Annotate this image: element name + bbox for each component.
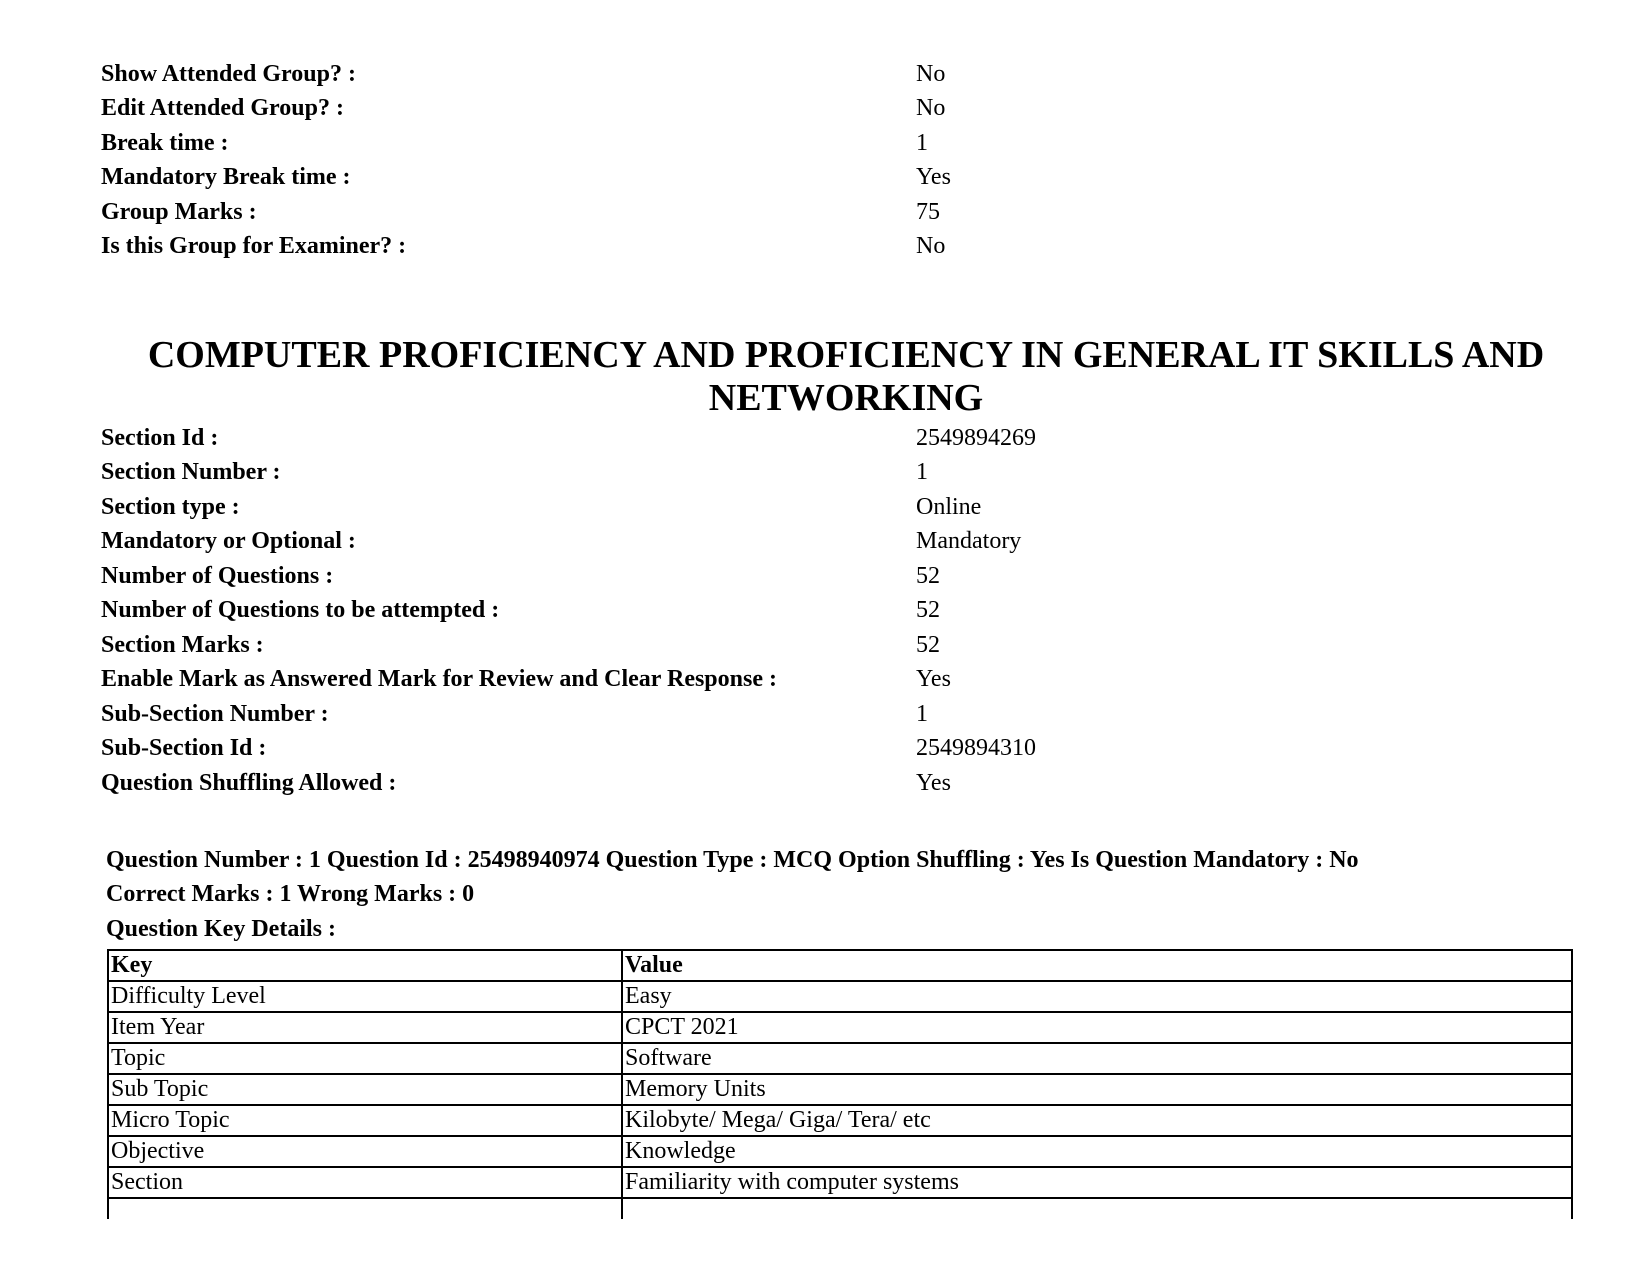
table-cell-key: Item Year — [108, 1012, 622, 1043]
info-row — [101, 456, 1601, 491]
table-cell-key: Micro Topic — [108, 1105, 622, 1136]
info-value: 52 — [916, 597, 940, 624]
info-value: No — [916, 60, 946, 87]
table-row — [108, 1012, 1572, 1043]
table-row-partial — [108, 1198, 1572, 1219]
info-value: 52 — [916, 631, 940, 658]
info-row — [101, 732, 1601, 767]
table-cell-value: Memory Units — [622, 1074, 1572, 1105]
table-row — [108, 1167, 1572, 1198]
info-row — [101, 490, 1601, 525]
question-meta — [106, 843, 1606, 947]
section-info-list — [101, 421, 1601, 801]
info-row — [101, 195, 1601, 230]
info-value: 2549894269 — [916, 424, 1036, 451]
question-marks-line: Correct Marks : 1 Wrong Marks : 0 — [106, 881, 475, 908]
info-label: Enable Mark as Answered Mark for Review and Clear Response : — [101, 666, 777, 693]
info-value: 52 — [916, 562, 940, 589]
table-cell-key: Difficulty Level — [108, 981, 622, 1012]
info-value: 75 — [916, 198, 940, 225]
table-cell-key: Objective — [108, 1136, 622, 1167]
info-label: Section type : — [101, 493, 240, 520]
key-details-table — [107, 949, 1573, 1219]
info-row — [101, 663, 1601, 698]
table-cell-value: Easy — [622, 981, 1572, 1012]
table-row — [108, 981, 1572, 1012]
table-cell-value: Knowledge — [622, 1136, 1572, 1167]
info-value: 1 — [916, 129, 928, 156]
info-value: 2549894310 — [916, 735, 1036, 762]
table-cell-value — [622, 1198, 1572, 1219]
table-cell-value: Familiarity with computer systems — [622, 1167, 1572, 1198]
question-header-line: Question Number : 1 Question Id : 25498940974 Question Type : MCQ Option Shuffling : Yes Is Question Mandatory : No — [106, 846, 1359, 873]
info-label: Break time : — [101, 129, 229, 156]
info-value: No — [916, 233, 946, 260]
table-header-cell: Value — [622, 950, 1572, 981]
group-info-list — [101, 57, 1601, 264]
info-label: Question Shuffling Allowed : — [101, 769, 397, 796]
info-row — [101, 230, 1601, 265]
table-row — [108, 1074, 1572, 1105]
table-row — [108, 1105, 1572, 1136]
info-value: Yes — [916, 666, 951, 693]
info-label: Mandatory or Optional : — [101, 528, 356, 555]
info-label: Section Id : — [101, 424, 219, 451]
info-row — [101, 594, 1601, 629]
info-value: Mandatory — [916, 528, 1022, 555]
section-title: COMPUTER PROFICIENCY AND PROFICIENCY IN GENERAL IT SKILLS AND NETWORKING — [147, 334, 1545, 419]
info-value: Yes — [916, 164, 951, 191]
info-row — [101, 525, 1601, 560]
info-value: Yes — [916, 769, 951, 796]
info-value: 1 — [916, 459, 928, 486]
table-header-row — [108, 950, 1572, 981]
info-row — [101, 628, 1601, 663]
table-cell-value: Kilobyte/ Mega/ Giga/ Tera/ etc — [622, 1105, 1572, 1136]
key-table-wrapper — [107, 949, 1573, 1219]
info-label: Mandatory Break time : — [101, 164, 351, 191]
table-row — [108, 1136, 1572, 1167]
info-label: Sub-Section Number : — [101, 700, 329, 727]
table-cell-value: CPCT 2021 — [622, 1012, 1572, 1043]
question-key-details-label: Question Key Details : — [106, 915, 336, 942]
info-label: Section Marks : — [101, 631, 264, 658]
table-cell-value: Software — [622, 1043, 1572, 1074]
info-row — [101, 161, 1601, 196]
info-value: Online — [916, 493, 982, 520]
info-row — [101, 421, 1601, 456]
info-row — [101, 57, 1601, 92]
table-cell-key — [108, 1198, 622, 1219]
info-row — [101, 92, 1601, 127]
table-cell-key: Sub Topic — [108, 1074, 622, 1105]
info-row — [101, 559, 1601, 594]
table-cell-key: Topic — [108, 1043, 622, 1074]
info-label: Group Marks : — [101, 198, 257, 225]
table-cell-key: Section — [108, 1167, 622, 1198]
info-value: No — [916, 95, 946, 122]
info-label: Section Number : — [101, 459, 281, 486]
info-label: Is this Group for Examiner? : — [101, 233, 407, 260]
info-row — [101, 126, 1601, 161]
table-row — [108, 1043, 1572, 1074]
info-label: Show Attended Group? : — [101, 60, 356, 87]
info-row — [101, 766, 1601, 801]
info-value: 1 — [916, 700, 928, 727]
info-label: Sub-Section Id : — [101, 735, 267, 762]
info-label: Edit Attended Group? : — [101, 95, 344, 122]
table-header-cell: Key — [108, 950, 622, 981]
info-row — [101, 697, 1601, 732]
info-label: Number of Questions : — [101, 562, 334, 589]
info-label: Number of Questions to be attempted : — [101, 597, 500, 624]
